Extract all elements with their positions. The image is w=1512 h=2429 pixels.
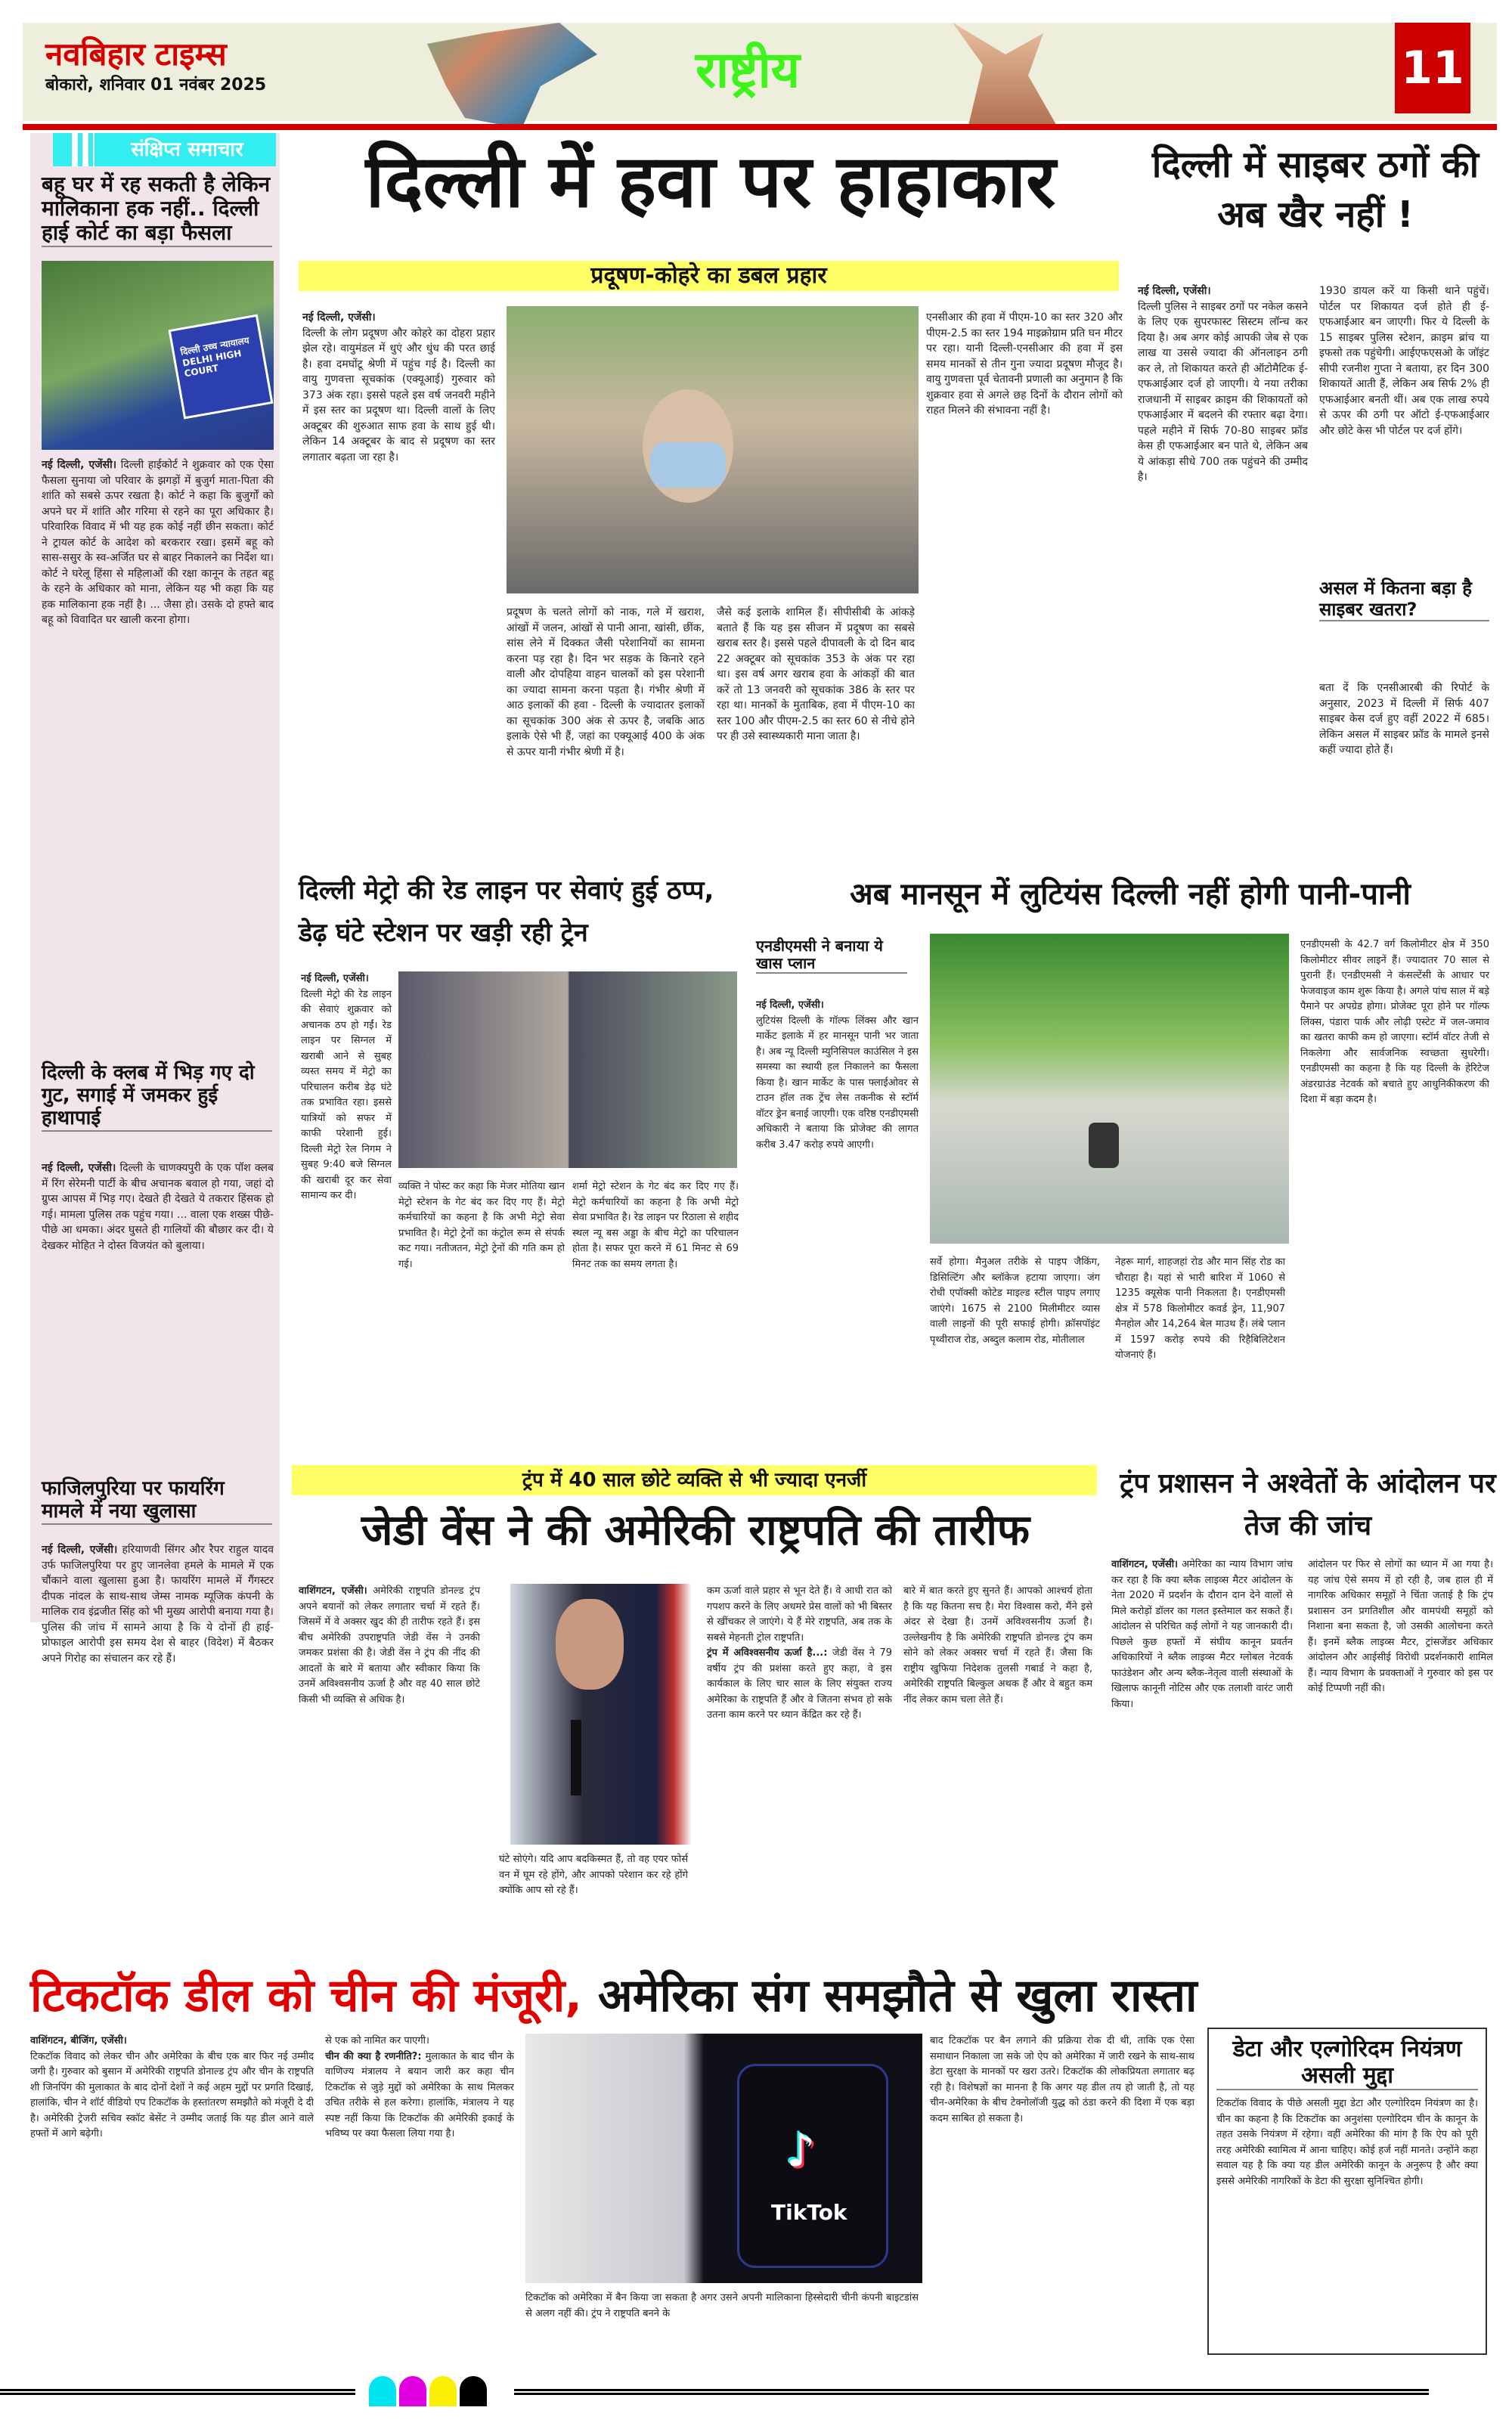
lead-subhead: प्रदूषण-कोहरे का डबल प्रहार [299,261,1119,291]
vance-col-3b-text: जेडी वेंस ने 79 वर्षीय ट्रंप की प्रशंसा करते हुए कहा, वे इस कार्यकाल के लिए चार साल के लिए संयुक्त राज्य अमेरिका के राष्ट्रपति हैं और वे जितना संभव हो सके उतना काम करने पर ध्यान केंद्रित कर रहे हैं। [707,1647,892,1721]
cyber-subhead: असल में कितना बड़ा है साइबर खतरा? [1319,578,1489,621]
tiktok-headline [30,1962,1504,2030]
tiktok-sidebar-body: टिकटॉक विवाद के पीछे असली मुद्दा डेटा और एल्गोरिदम नियंत्रण का है। चीन का कहना है कि टिकटॉक का अनुशंसा एल्गोरिदम चीन के कानून के तहत उसके नियंत्रण में रहेगा। वहीं अमेरिका की मांग है कि ऐप को पूरी तरह अमेरिकी स्वामित्व में आना चाहिए। कोई हर्ज नहीं मानते। उन्होंने कहा सवाल यह है कि क्या यह डील अमेरिकी कानून के अनुरूप है और क्या इससे अमेरिकी नागरिकों के डेटा की सुरक्षा सुनिश्चित होगी। [1216,2098,1478,2187]
vance-col-3 [707,1584,892,1932]
brief-3-dateline: नई दिल्ली, एजेंसी। [42,1544,118,1556]
lead-col-3: जैसे कई इलाके शामिल हैं। सीपीसीबी के आंकड़े बताते हैं कि यह इस सीजन में प्रदूषण का सबसे खराब स्तर है। इससे पहले दीपावली के दो दिन बाद 22 अक्टूबर को सूचकांक 353 के अंक पर रहा था। इस वर्ष अगर खराब हवा के आंकड़ों की बात करें तो 13 जनवरी को सूचकांक 386 के स्तर पर रहा था। मानकों के मुताबिक, हवा में पीएम-10 का स्तर 100 और पीएम-2.5 का स्तर 60 से नीचे होने पर ही उसे स्वास्थ्यकारी माना जाता है। [717,606,915,742]
metro-dateline: नई दिल्ली, एजेंसी। [301,973,369,984]
metro-col-2: व्यक्ति ने पोस्ट कर कहा कि मेजर मोतिया खान मेट्रो स्टेशन के गेट बंद कर दिए गए हैं। मेट्रो कर्मचारियों का कहना है कि अभी मेट्रो सेवा प्रभावित है। मेट्रो ट्रेनों का कंट्रोल रूम से संपर्क कट गया। नतीजतन, मेट्रो ट्रेनों की गति कम हो गई। [398,1181,565,1270]
tiktok-col-2-first: से एक को नामित कर पाएगी। [325,2035,429,2046]
briefs-tag-label: संक्षिप्त समाचार [131,138,243,161]
tiktok-logo-icon: ♪ [786,2124,816,2177]
cyber-sub-body: बता दें कि एनसीआरबी की रिपोर्ट के अनुसार, 2023 में दिल्ली में सिर्फ 407 साइबर केस दर्ज हुए वहीं 2022 में 685। लेकिन असल में साइबर फ्रॉड के मामले इनसे कहीं ज्यादा होते हैं। [1319,682,1489,756]
brief-1-body [42,457,274,1028]
tiktok-col-3: बाद टिकटॉक पर बैन लगाने की प्रक्रिया रोक दी थी, ताकि एक ऐसा समाधान निकाला जा सके जो ऐप को अमेरिका में जारी रखने के साथ-साथ डेटा सुरक्षा के मानकों पर खरा उतरे। टिकटॉक की लोकप्रियता लगातार बढ़ रही है। विशेषज्ञों का मानना है कि अगर यह डील तय हो जाती है, तो यह चीन-अमेरिका के बीच टेक्नोलॉजी युद्ध को ठंडा करने की दिशा में एक बड़ा कदम साबित हो सकता है। [930,2035,1194,2124]
vance-col-1-text: अमेरिकी राष्ट्रपति डोनल्ड ट्रंप अपने बयानों को लेकर लगातार चर्चा में रहते हैं। जिसमें में वे अक्सर खुद की ही तारीफ रहते हैं। इस बीच अमेरिकी उपराष्ट्रपति जेडी वेंस ने उनकी जमकर प्रशंसा की है। जेडी वेंस ने ट्रंप की नींद की आदतों के बारे में बताया और स्वीकार किया कि उनमें अविश्वसनीय ऊर्जा है और वह 40 साल छोटे किसी भी व्यक्ति से अधिक है। [299,1585,480,1706]
tiktok-image-caption: टिकटॉक को अमेरिका में बैन किया जा सकता है अगर उसने अपनी मालिकाना हिस्सेदारी चीनी कंपनी बाइटडांस से अलग नहीं की। ट्रंप ने राष्ट्रपति बनने के [525,2292,919,2319]
tiktok-headline-black: अमेरिका संग समझौते से खुला रास्ता [597,1969,1198,2022]
vance-col-2: घंटे सोएंगे। यदि आप बदकिस्मत हैं, तो वह एयर फोर्स वन में घूम रहे होंगे, और आपको परेशान कर रहे होंगे क्योंकि आप सो रहे हैं। [499,1854,688,1896]
microphone-shape [571,1720,581,1795]
metro-crowd-photo [398,971,737,1168]
vance-kicker: ट्रंप में 40 साल छोटे व्यक्ति से भी ज्यादा एनर्जी [292,1465,1097,1495]
brief-3-body [42,1542,274,1920]
motorcycle-rider-shape [1089,1123,1119,1168]
high-court-sign: दिल्ली उच्च न्यायालय DELHI HIGH COURT [168,314,273,419]
mask-shape [650,442,726,488]
monsoon-col-1-text: लुटियंस दिल्ली के गॉल्फ लिंक्स और खान मार्केट इलाके में हर मानसून पानी भर जाता है। अब न्यू दिल्ली म्युनिसिपल काउंसिल ने इस समस्या का स्थायी हल निकालने का फैसला किया है। खान मार्केट के पास फ्लाईओवर से टाउन हॉल तक ट्रेंच लेस तकनीक से स्टॉर्म वॉटर ड्रेन बनाई जाएगी। एक वरिष्ठ एनडीएमसी अधिकारी ने बताया कि प्रोजेक्ट की लागत करीब 3.47 करोड़ रुपये आएगी। [756,1015,919,1151]
monsoon-subhead: एनडीएमसी ने बनाया ये खास प्लान [756,937,907,974]
brief-2-headline: दिल्ली के क्लब में भिड़ गए दो गुट, सगाई में जमकर हुई हाथापाई [42,1062,272,1132]
vance-col-3-text: कम ऊर्जा वाले प्रहार से भून देते हैं। वे आधी रात को गपशप करने के लिए अधमरे प्रेस वालों को भी बिस्तर से खींचकर ले जाएंगे। ये हैं मेरे राष्ट्रपति, अब तक के सबसे मेहनती ट्रोल राष्ट्रपति। [707,1585,892,1644]
cmyk-marks-left [369,2376,490,2409]
tiktok-col-1-text: टिकटॉक विवाद को लेकर चीन और अमेरिका के बीच एक बार फिर नई उम्मीद जगी है। गुरुवार को बुसान में अमेरिकी राष्ट्रपति डोनाल्ड ट्रंप और चीन के राष्ट्रपति शी जिनपिंग की मुलाकात के बाद दोनों देशों ने कई अहम मुद्दों पर प्रगति दिखाई, हालांकि, चीन ने शॉर्ट वीडियो एप टिकटॉक के हस्तांतरण समझौते को मंजूरी दे दी है। अमेरिकी ट्रेजरी सचिव स्कॉट बेसेंट ने उम्मीद जताई कि यह डील आने वाले हफ्तों में आगे बढ़ेगी। [30,2050,314,2139]
cyber-headline: दिल्ली में साइबर ठगों की अब खैर नहीं ! [1151,144,1479,236]
brief-1-headline: बहू घर में रह सकती है लेकिन मालिकाना हक नहीं.. दिल्ली हाई कोर्ट का बड़ा फैसला [42,172,272,247]
monsoon-headline: अब मानसून में लुटियंस दिल्ली नहीं होगी पानी-पानी [850,877,1411,912]
tiktok-col-2-head: चीन की क्या है रणनीति?: [325,2050,422,2062]
paper-dateline: बोकारो, शनिवार 01 नवंबर 2025 [45,76,267,94]
tiktok-phone-photo [525,2034,922,2283]
metro-headline: दिल्ली मेट्रो की रेड लाइन पर सेवाएं हुई ठप्प, डेढ़ घंटे स्टेशन पर खड़ी रही ट्रेन [299,875,714,948]
jd-vance-photo [510,1584,692,1845]
tiktok-sidebar-box [1207,2028,1487,2355]
black-mark-icon [460,2376,487,2406]
tiktok-col-2 [325,2034,514,2366]
blm-headline: ट्रंप प्रशासन ने अश्वेतों के आंदोलन पर तेज की जांच [1120,1468,1496,1541]
vance-col-4: बारे में बात करते हुए सुनते हैं। आपको आश्चर्य होता है कि यह कितना सच है। मेरा विश्वास करो, मैंने इसे अंदर से देखा है। उनमें अविश्वसनीय ऊर्जा है। उल्लेखनीय है कि अमेरिकी राष्ट्रपति डोनल्ड ट्रंप कम सोने को लेकर अक्सर चर्चा में रहते हैं। जैसा कि राष्ट्रीय खुफिया निदेशक तुलसी गबार्ड ने कहा है, अमेरिकी राष्ट्रपति बिल्कुल अथक हैं और वे बहुत कम नींद लेकर काम चला लेते हैं। [903,1585,1092,1706]
page-number: 11 [1395,23,1470,113]
vance-headline: जेडी वेंस ने की अमेरिकी राष्ट्रपति की तारीफ [361,1506,1030,1555]
tiktok-headline-red: टिकटॉक डील को चीन की मंजूरी, [30,1969,582,2022]
tiktok-dateline: वाशिंगटन, बीजिंग, एजेंसी। [30,2035,127,2046]
cyber-col-1-text: दिल्ली पुलिस ने साइबर ठगों पर नकेल कसने के लिए एक सुपरफास्ट सिस्टम लॉन्च कर दिया है। अब अगर कोई आपकी जेब से एक लाख या उससे ज्यादा की ऑनलाइन ठगी कर ले, तो शिकायत करते ही ऑटोमैटिक ई-एफआईआर दर्ज हो जाएगी। ये नया तरीका राजधानी में साइबर क्राइम की शिकायतों को एफआईआर में बदलने की रफ्तार बढ़ा देगा। पहले महीने में सिर्फ 70-80 साइबर फ्रॉड केस ही एफआईआर बन पाते थे, लेकिन अब ये आंकड़ा सीधे 700 तक पहुंचने की उम्मीद है। [1138,300,1308,483]
vance-inline-head: ट्रंप में अविश्वसनीय ऊर्जा है...: [707,1647,828,1659]
tiktok-col-2-text: मुलाकात के बाद चीन के वाणिज्य मंत्रालय ने बयान जारी कर कहा चीन टिकटॉक से जुड़े मुद्दों को अमेरिका के साथ मिलकर उचित तरीके से हल करेगा। हालांकि, मंत्रालय ने यह स्पष्ट नहीं किया कि टिकटॉक की अमेरिकी इकाई के भविष्य पर क्या फैसला लिया गया है। [325,2050,514,2139]
face-shape [556,1599,624,1690]
monsoon-dateline: नई दिल्ली, एजेंसी। [756,999,824,1011]
lead-col-2: प्रदूषण के चलते लोगों को नाक, गले में खराश, आंखों में जलन, आंखों से पानी आना, खांसी, छींक, सांस लेने में दिक्कत जैसी परेशानियों का सामना करना पड़ रहा है। दिन भर सड़क के किनारे रहने वाली और दोपहिया वाहन चालकों को इस परेशानी का ज्यादा सामना करना पड़ता है। गंभीर श्रेणी में आठ इलाकों की हवा - दिल्ली के ज्यादातर इलाकों का सूचकांक 300 अंक से ऊपर है, जबकि आठ इलाके ऐसे भी हैं, जहां का एक्यूआई 400 के अंक से ऊपर यानी गंभीर श्रेणी में है। [507,606,705,758]
cyber-dateline: नई दिल्ली, एजेंसी। [1138,285,1211,297]
lead-col-1-text: दिल्ली के लोग प्रदूषण और कोहरे का दोहरा प्रहार झेल रहे। वायुमंडल में धुएं और धुंध की परत छाई है। हवा दमघोंटू श्रेणी में पहुंच गई है। दिल्ली का वायु गुणवत्ता सूचकांक (एक्यूआई) गुरुवार को 373 अंक रहा। इससे पहले इस वर्ष जनवरी महीने में इस स्तर का प्रदूषण था। दिल्ली वालों के लिए अक्टूबर की शुरुआत साफ हवा के साथ हुई थी। लेकिन 14 अक्टूबर के बाद से प्रदूषण का स्तर लगातार बढ़ता जा रहा है। [302,327,495,463]
monsoon-col-1 [756,998,919,1444]
blm-col-1 [1111,1557,1293,1935]
brief-1-dateline: नई दिल्ली, एजेंसी। [42,459,117,471]
section-title: राष्ट्रीय [696,41,801,99]
brief-2-text: दिल्ली के चाणक्यपुरी के एक पॉश क्लब में रिंग सेरेमनी पार्टी के बीच अचानक बवाल हो गया, जहां दो ग्रुप्स आपस में भिड़ गए। देखते ही देखते ये तकरार हिंसक हो गई। मामला पुलिस तक पहुंच गया। ... वाला एक शख्स पीछे-पीछे आ धमका। अंदर घुसते ही गालियों की बौछार कर दी। ये देखकर मोहित ने दोस्त विजयंत को बुलाया। [42,1162,274,1252]
metro-col-3: शर्मा मेट्रो स्टेशन के गेट बंद कर दिए गए हैं। मेट्रो कर्मचारियों का कहना है कि अभी मेट्रो सेवा प्रभावित है। रेड लाइन पर रिठाला से शहीद स्थल न्यू बस अड्डा के बीच मेट्रो का परिचालन होता है। सफर पूरा करने में 61 मिनट से 69 मिनट तक का समय लगता है। [572,1181,739,1270]
brief-1-text: दिल्ली हाईकोर्ट ने शुक्रवार को एक ऐसा फैसला सुनाया जो परिवार के झगड़ों में बुजुर्ग माता-पिता की शांति को सबसे ऊपर रखता है। कोर्ट ने कहा कि बुजुर्गों को अपने घर में शांति और गरिमा से रहने का पूरा अधिकार है। परिवारिक विवाद में भी यह हक कोई नहीं छीन सकता। कोर्ट ने ट्रायल कोर्ट के आदेश को बरकरार रखा। इसमें बहू को सास-ससुर के स्व-अर्जित घर से बाहर निकालने का निर्देश था। कोर्ट ने घरेलू हिंसा से महिलाओं की रक्षा कानून के तहत बहू के रहने के अधिकार को माना, लेकिन यह भी कहा कि यह हक मालिकाना हक नहीं है। ... जैसा हो। उसके दो हफ्ते बाद बहू को विवादित घर खाली करना होगा। [42,459,274,626]
yellow-mark-icon [429,2376,457,2406]
brief-2-dateline: नई दिल्ली, एजेंसी। [42,1162,116,1174]
tiktok-wordmark: TikTok [771,2200,847,2225]
brief-3-text: हरियाणवी सिंगर और रैपर राहुल यादव उर्फ फाजिलपुरिया पर हुए जानलेवा हमले के मामले में एक चौंकाने वाला खुलासा हुआ है। फायरिंग मामले में गैंगस्टर दीपक नांदल के साथ-साथ जेम्स नामक म्यूजिक कंपनी के मालिक राव इंद्रजीत सिंह को भी मुख्य आरोपी बनाया गया है। पुलिस की जांच में सामने आया है कि ये दोनों ही हाई-प्रोफाइल आरोपी इस समय देश से बाहर (विदेश) में बैठकर अपने गिरोह का संचालन कर रहे हैं। [42,1544,274,1665]
delhi-high-court-sign-image [42,261,274,450]
tiktok-col-1 [30,2034,314,2366]
monsoon-col-4: एनडीएमसी के 42.7 वर्ग किलोमीटर क्षेत्र में 350 किलोमीटर सीवर लाइनें हैं। ज्यादातर 70 साल से पुरानी हैं। एनडीएमसी ने कंसल्टेंसी के आधार पर फेजवाइज काम शुरू किया है। अगले पांच साल में बड़े पैमाने पर अपग्रेड होगा। प्रोजेक्ट पूरा होने पर गॉल्फ लिंक्स, पंडारा पार्क और लोढ़ी एस्टेट में जल-जमाव का खतरा काफी कम हो जाएगा। स्टॉर्म वॉटर तेजी से निकलेगा और सार्वजनिक स्वच्छता सुधरेगी। एनडीएमसी का कहना है कि यह दिल्ली के हेरिटेज अंडरग्राउंड नेटवर्क को बचाते हुए आधुनिकीकरण की दिशा में बड़ा कदम है। [1300,939,1489,1105]
footer-rule-left [0,2389,355,2395]
vance-col-1 [299,1584,480,1932]
brief-3-headline: फाजिलपुरिया पर फायरिंग मामले में नया खुलासा [42,1478,272,1525]
metro-col-1-text: दिल्ली मेट्रो की रेड लाइन की सेवाएं शुक्रवार को अचानक ठप हो गईं। रेड लाइन पर सिग्नल में खराबी आने से सुबह व्यस्त समय में मेट्रो का परिचालन करीब डेढ़ घंटे तक प्रभावित रहा। इससे यात्रियों को सफर में काफी परेशानी हुई। दिल्ली मेट्रो रेल निगम ने सुबह 9:40 बजे सिग्नल की खराबी दूर कर सेवा सामान्य कर दी। [301,988,392,1201]
lead-dateline: नई दिल्ली, एजेंसी। [302,311,376,324]
blm-col-2: आंदोलन पर फिर से लोगों का ध्यान में आ गया है। यह जांच ऐसे समय में हो रही है, जब हाल ही में नागरिक अधिकार समूहों ने चिंता जताई है कि ट्रंप प्रशासन उन प्रगतिशील और वामपंथी समूहों को निशाना बना सकता है, जो उसकी आलोचना करते हैं। इनमें ब्लैक लाइव्स मैटर, ट्रांसजेंडर अधिकार आंदोलन और आईसीई विरोधी प्रदर्शनकारी शामिल हैं। न्याय विभाग के प्रवक्ताओं ने गुरुवार को इस पर कोई टिप्पणी नहीं की। [1308,1559,1493,1694]
cyber-col-2: 1930 डायल करें या किसी थाने पहुंचें। पोर्टल पर शिकायत दर्ज होते ही ई-एफआईआर बन जाएगी। फिर ये दिल्ली के 15 साइबर पुलिस स्टेशन, क्राइम ब्रांच या इफसो तक पहुंचेगी। आईएफएसओ के जॉइंट सीपी रजनीश गुप्ता ने बताया, हर दिन 300 शिकायतें आती हैं, लेकिन अब सिर्फ 2% ही एफआईआर बनती थीं। अब एक लाख रुपये से ऊपर की ठगी पर ऑटो ई-एफआईआर और छोटे केस भी पोर्टल पर दर्ज होंगे। [1319,285,1489,437]
paper-name: नवबिहार टाइम्स [45,36,227,73]
lead-col-4: एनसीआर की हवा में पीएम-10 का स्तर 320 और पीएम-2.5 का स्तर 194 माइक्रोग्राम प्रति घन मीटर पर रहा। यानी दिल्ली-एनसीआर की हवा में इस समय मानकों से तीन गुना ज्यादा प्रदूषण मौजूद है। वायु गुणवत्ता पूर्व चेतावनी प्रणाली का अनुमान है कि शुक्रवार हवा से अगले छह दिनों के दौरान लोगों को राहत मिलने की संभावना नहीं है। [926,311,1123,417]
tiktok-sidebar-headline: डेटा और एल्गोरिदम नियंत्रण असली मुद्दा [1216,2037,1478,2090]
blm-col-1-text: अमेरिका का न्याय विभाग जांच कर रहा है कि क्या ब्लैक लाइव्स मैटर आंदोलन के नेता 2020 में प्रदर्शन के दौरान दान देने वालों से मिले करोड़ों डॉलर का गलत इस्तेमाल कर सकते हैं। आंदोलन से परिचित कई लोगों ने यह जानकारी दी। पिछले कुछ हफ्तों में संघीय कानून प्रवर्तन अधिकारियों ने ब्लैक लाइव्स मैटर ग्लोबल नेटवर्क फाउंडेशन और अन्य ब्लैक-नेतृत्व वाली संस्थाओं के खिलाफ कानूनी नोटिस और एक तलाशी वारंट जारी किया। [1111,1559,1293,1710]
cyber-col-1 [1138,283,1308,858]
metro-col-1 [301,971,392,1259]
monsoon-col-2: सर्वे होगा। मैनुअल तरीके से पाइप जैकिंग, डिसिल्टिंग और ब्लॉकेज हटाया जाएगा। जंग रोधी एपॉक्सी कोटेड माइल्ड स्टील पाइप लगाए जाएंगे। 1675 से 2100 मिलीमीटर व्यास वाली लाइनों की पूरी सफाई होगी। क्रॉसपॉइंट पृथ्वीराज रोड, अब्दुल कलाम रोड, मोतीलाल [930,1256,1100,1346]
magenta-mark-icon [399,2376,426,2406]
tag-bars-icon [72,133,94,166]
briefs-tag [53,133,276,166]
lead-col-1 [302,310,495,854]
lead-headline: दिल्ली में हवा पर हाहाकार [365,139,1056,224]
cyan-mark-icon [369,2376,396,2406]
vance-dateline: वाशिंगटन, एजेंसी। [299,1585,367,1597]
blm-dateline: वाशिंगटन, एजेंसी। [1111,1559,1179,1570]
masthead-rule [23,124,1497,130]
monsoon-col-3: नेहरू मार्ग, शाहजहां रोड और मान सिंह रोड का चौराहा है। यहां से भारी बारिश में 1060 से 1235 क्यूसेक पानी निकलता है। एनडीएमसी क्षेत्र में 578 किलोमीटर कवर्ड ड्रेन, 11,907 मैनहोल और 14,264 बेल माउथ हैं। लंबे प्लान में 1597 करोड़ रुपये की रिहैबिलिटेशन योजनाएं हैं। [1115,1256,1285,1361]
footer-rule-right [514,2389,1429,2395]
waterlogged-road-photo [930,934,1289,1244]
brief-2-body [42,1160,274,1463]
masked-commuters-photo [507,306,919,593]
